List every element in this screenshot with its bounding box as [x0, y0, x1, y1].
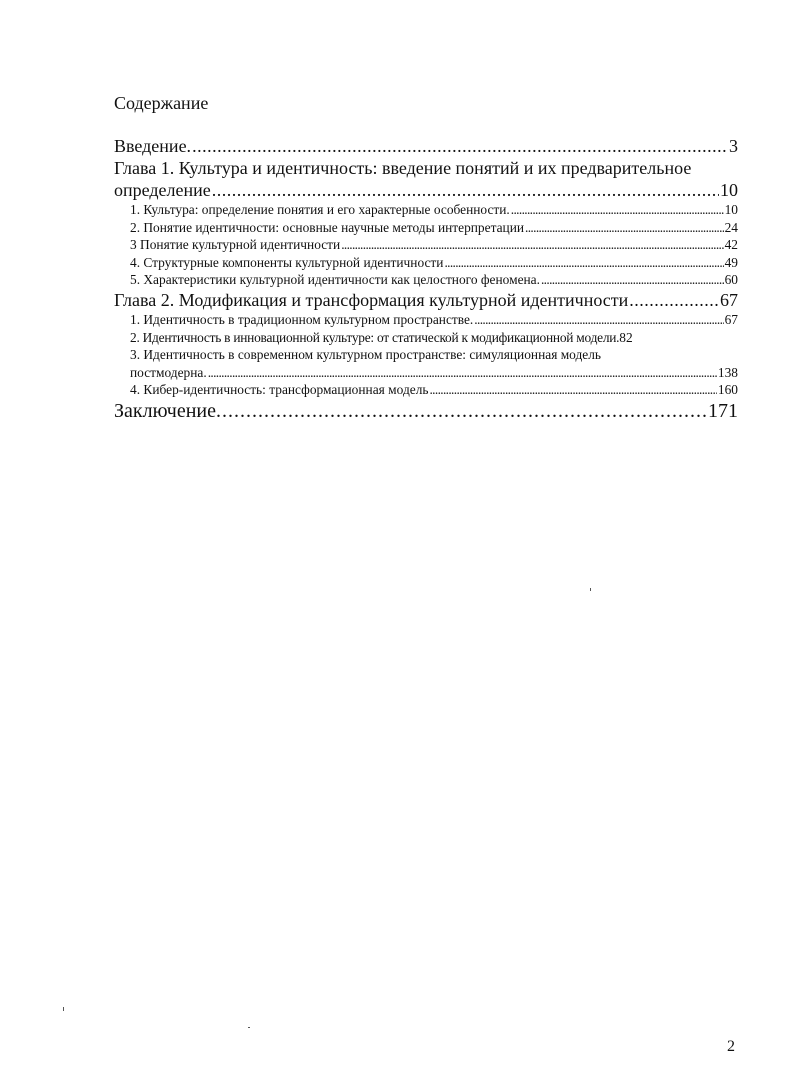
toc-entry-conclusion[interactable] — [114, 399, 738, 423]
toc-entry-section-2-4[interactable] — [114, 381, 738, 399]
scan-speck — [63, 1007, 64, 1011]
toc-leader-dots — [212, 179, 719, 201]
toc-entry-title: Глава 2. Модификация и трансформация культурной идентичности — [114, 289, 629, 310]
toc-entry-section-1-1[interactable] — [114, 201, 738, 219]
toc-entry-title: 5. Характеристики культурной идентичности как целостного феномена. — [130, 272, 540, 288]
toc-entry-title: Введение. — [114, 136, 192, 156]
toc-leader-dots — [629, 289, 719, 311]
toc-entry-introduction[interactable] — [114, 135, 738, 157]
toc-leader-dots — [525, 219, 724, 237]
toc-leader-dots — [444, 254, 723, 272]
toc-entry-section-2-3-line1[interactable]: 3. Идентичность в современном культурном пространстве: симуляционная модель — [130, 347, 602, 363]
scan-speck — [248, 1027, 250, 1028]
toc-entry-page: 24 — [724, 219, 738, 235]
toc-leader-dots — [511, 201, 724, 219]
toc-entry-page: 60 — [724, 272, 738, 288]
toc-entry-page: 10 — [724, 202, 738, 217]
toc-entry-title: 2. Понятие идентичности: основные научные методы интерпретации — [130, 219, 525, 235]
toc-entry-page: 67 — [720, 289, 738, 310]
toc-entry-title: 2. Идентичность в инновационной культуре: от статической к модификационной модели. — [130, 329, 620, 345]
toc-entry-title: 3 Понятие культурной идентичности — [130, 237, 341, 253]
toc-entry-page: 49 — [724, 254, 738, 270]
table-of-contents — [114, 135, 738, 423]
toc-leader-dots — [541, 271, 724, 289]
toc-leader-dots — [192, 135, 728, 157]
toc-entry-section-1-2[interactable] — [114, 219, 738, 237]
toc-entry-page: 42 — [724, 237, 738, 253]
toc-entry-section-1-3[interactable] — [114, 236, 738, 254]
toc-entry-title: Заключение. — [114, 399, 221, 422]
toc-entry-section-2-3[interactable] — [114, 364, 738, 382]
toc-leader-dots — [208, 364, 717, 382]
toc-entry-title: 1. Культура: определение понятия и его характерные особенности. — [130, 202, 510, 217]
scan-speck — [590, 588, 591, 591]
toc-entry-page: 160 — [717, 382, 738, 398]
toc-leader-dots — [341, 236, 723, 254]
toc-leader-dots — [429, 381, 716, 399]
toc-entry-title: 1. Идентичность в традиционном культурном пространстве. — [130, 311, 474, 327]
toc-entry-page: 67 — [724, 311, 738, 327]
toc-entry-title: 4. Структурные компоненты культурной идентичности — [130, 254, 444, 270]
toc-entry-section-1-5[interactable] — [114, 271, 738, 289]
toc-leader-dots — [474, 311, 723, 329]
toc-heading: Содержание — [114, 93, 209, 113]
toc-entry-section-1-4[interactable] — [114, 254, 738, 272]
toc-leader-dots — [222, 399, 707, 423]
toc-entry-page: 10 — [720, 180, 738, 200]
toc-entry-page: 82 — [619, 329, 633, 345]
toc-entry-section-2-1[interactable] — [114, 311, 738, 329]
toc-entry-page: 138 — [717, 364, 738, 380]
toc-entry-title: 4. Кибер-идентичность: трансформационная модель — [130, 382, 429, 398]
page-number: 2 — [727, 1038, 735, 1055]
toc-entry-section-2-2[interactable] — [114, 329, 738, 347]
toc-entry-page: 171 — [708, 399, 738, 422]
toc-entry-page: 3 — [729, 136, 738, 156]
toc-entry-chapter2[interactable] — [114, 289, 738, 311]
toc-entry-title: определение — [114, 180, 211, 200]
toc-entry-chapter1[interactable] — [114, 179, 738, 201]
toc-entry-chapter1-line1[interactable]: Глава 1. Культура и идентичность: введение понятий и их предварительное — [114, 158, 692, 178]
toc-entry-title: постмодерна. — [130, 364, 207, 380]
